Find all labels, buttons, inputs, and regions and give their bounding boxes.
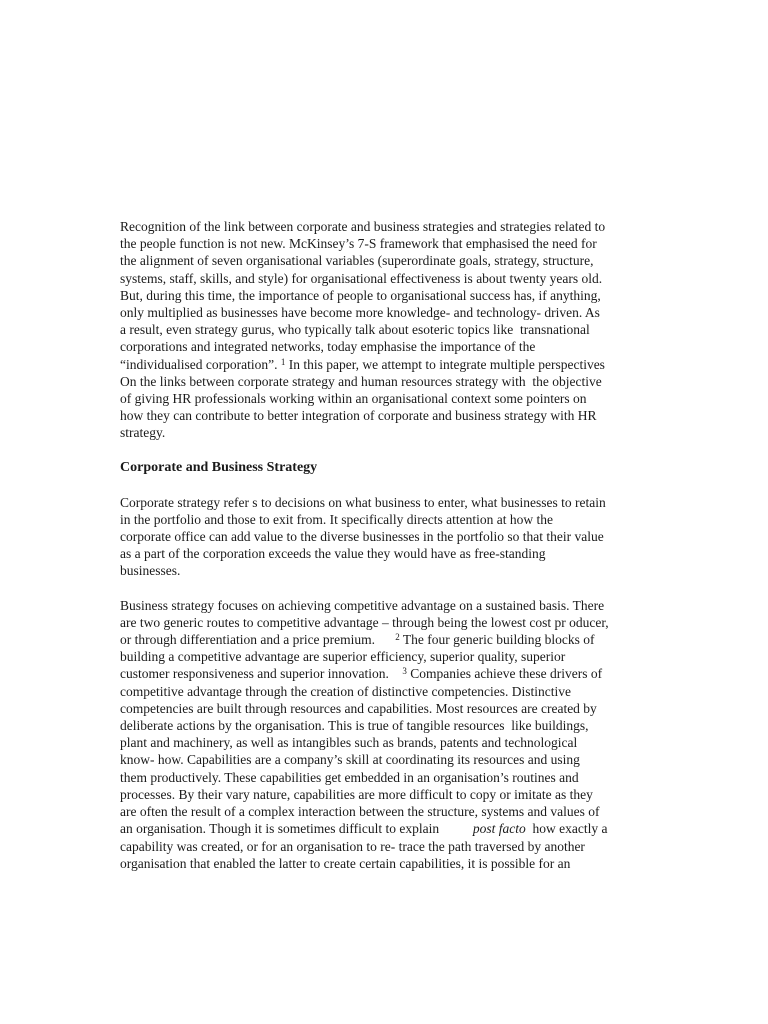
text-line: building a competitive advantage are superior efficiency, superior quality, superior [120,649,566,665]
text-line: them productively. These capabilities get embedded in an organisation’s routines and [120,769,579,785]
text-line: know- how. Capabilities are a company’s skill at coordinating its resources and using [120,752,580,768]
business-strategy-paragraph [120,597,650,872]
text-line: the alignment of seven organisational variables (superordinate goals, strategy, structure, [120,253,594,269]
footnote-marker: 3 [402,666,407,677]
text-line: Recognition of the link between corporate and business strategies and strategies related to [120,219,606,234]
italic-phrase: post facto [472,821,526,837]
document-page [120,218,650,872]
text-line: businesses. [120,563,181,579]
footnote-marker: 1 [280,356,286,367]
text-line: processes. By their vary nature, capabilities are more difficult to copy or imitate as they [120,786,593,802]
section-heading: Corporate and Business Strategy [120,459,318,475]
text-line [120,356,650,373]
text-line: Business strategy focuses on achieving competitive advantage on a sustained basis. There [120,597,605,613]
corporate-strategy-paragraph [120,494,650,580]
text-line: systems, staff, skills, and style) for organisational effectiveness is about twenty years old. [120,270,603,286]
text-line [120,631,650,648]
intro-paragraph [120,218,650,442]
text-fragment: Companies achieve these drivers of [406,666,603,682]
text-line: deliberate actions by the organisation. This is true of tangible resources like buildings, [120,718,589,734]
text-line: of giving HR professionals working within an organisational context some pointers on [120,391,587,407]
text-fragment: The four generic building blocks of [399,632,595,648]
text-line: Corporate strategy refer s to decisions on what business to enter, what businesses to retain [120,494,606,510]
text-line: organisation that enabled the latter to create certain capabilities, it is possible for an [120,855,571,871]
text-line: only multiplied as businesses have become more knowledge- and technology- driven. As [120,305,600,321]
text-line: On the links between corporate strategy and human resources strategy with the objective [120,373,602,389]
text-line: in the portfolio and those to exit from. It specifically directs attention at how the [120,511,554,527]
text-line: as a part of the corporation exceeds the value they would have as free-standing [120,546,546,562]
text-line [120,665,650,682]
paragraph-spacer [120,580,650,597]
text-fragment: how exactly a [525,821,608,837]
text-fragment: an organisation. Though it is sometimes difficult to explain [120,821,473,837]
text-line: competitive advantage through the creation of distinctive competencies. Distinctive [120,683,571,699]
text-line: are often the result of a complex interaction between the structure, systems and values of [120,804,600,820]
text-line: corporations and integrated networks, today emphasise the importance of the [120,339,536,355]
text-line: corporate office can add value to the diverse businesses in the portfolio so that their value [120,529,604,545]
text-fragment: or through differentiation and a price premium. [120,632,396,648]
text-line: a result, even strategy gurus, who typically talk about esoteric topics like transnational [120,322,590,338]
footnote-marker: 2 [395,632,400,643]
text-line: But, during this time, the importance of people to organisational success has, if anything, [120,287,601,303]
text-line: strategy. [120,425,166,441]
text-line [120,820,650,837]
text-line: the people function is not new. McKinsey’s 7-S framework that emphasised the need for [120,236,597,252]
text-line: capability was created, or for an organisation to re- trace the path traversed by another [120,838,585,854]
text-line: how they can contribute to better integration of corporate and business strategy with HR [120,408,597,424]
text-line: are two generic routes to competitive advantage – through being the lowest cost pr oducer, [120,614,609,630]
text-fragment: customer responsiveness and superior innovation. [120,666,403,682]
text-fragment: “individualised corporation”. [120,356,281,372]
text-line: plant and machinery, as well as intangibles such as brands, patents and technological [120,735,578,751]
text-line: competencies are built through resources and capabilities. Most resources are created by [120,700,597,716]
text-fragment: In this paper, we attempt to integrate multiple perspectives [285,356,605,372]
